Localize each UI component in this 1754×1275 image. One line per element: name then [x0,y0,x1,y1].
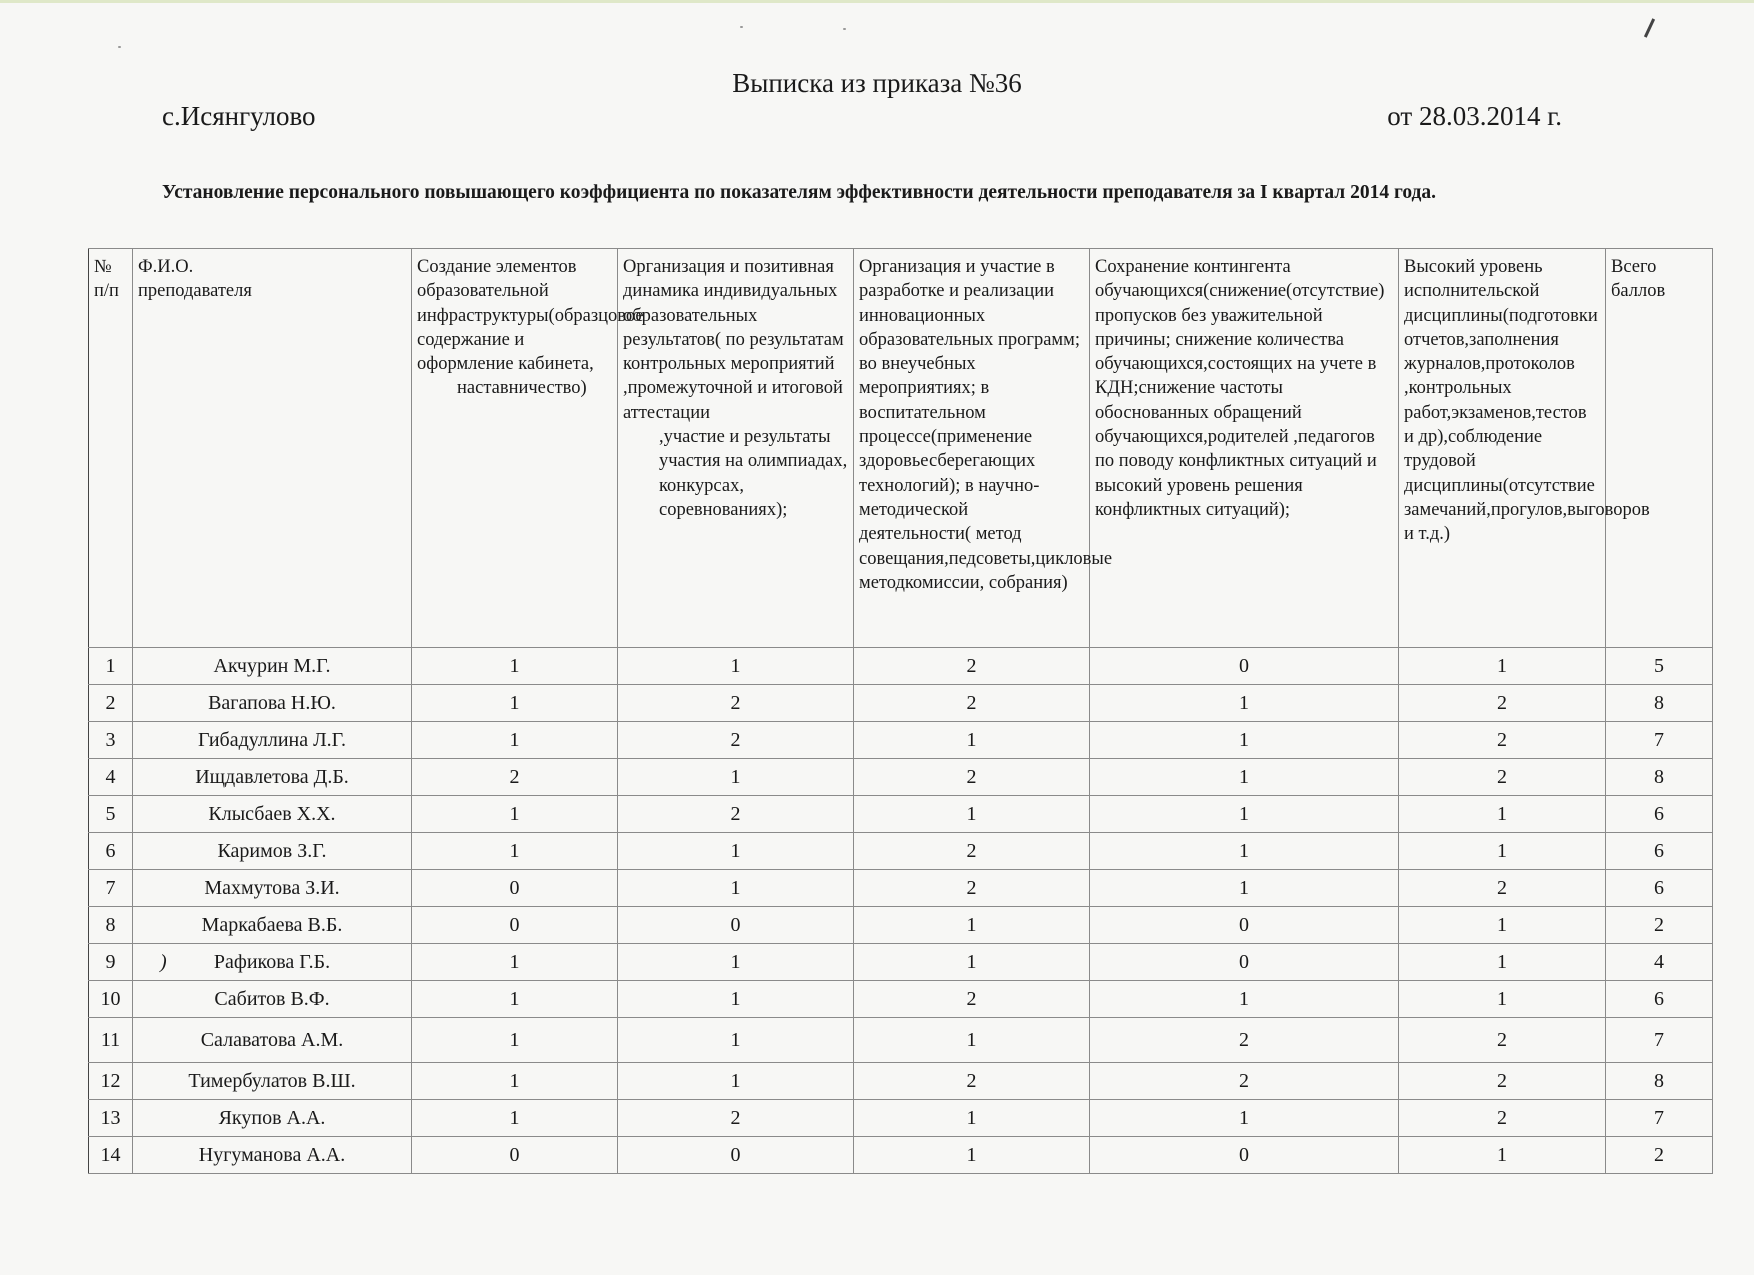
score-criterion-3: 1 [854,1100,1090,1137]
score-criterion-4: 1 [1090,796,1399,833]
teacher-name: Акчурин М.Г. [133,648,412,685]
document-place: с.Исянгулово [162,101,316,131]
score-criterion-5: 2 [1399,759,1606,796]
score-total: 8 [1606,1063,1713,1100]
score-total: 2 [1606,907,1713,944]
score-criterion-2: 1 [618,981,854,1018]
score-criterion-4: 2 [1090,1018,1399,1063]
score-criterion-3: 2 [854,685,1090,722]
table-header-row [89,249,1713,648]
header-number-line1: № [94,257,112,277]
score-criterion-5: 1 [1399,1137,1606,1174]
score-criterion-1: 1 [412,1018,618,1063]
score-criterion-1: 0 [412,907,618,944]
score-criterion-3: 2 [854,981,1090,1018]
score-criterion-5: 1 [1399,796,1606,833]
score-criterion-4: 0 [1090,907,1399,944]
teacher-name: Ищдавлетова Д.Б. [133,759,412,796]
score-criterion-4: 0 [1090,648,1399,685]
header-criterion-4: Сохранение контингента обучающихся(снижение(отсутствие) пропусков без уважительной причины; снижение количества обучающихся,состоящих на учете в КДН;снижение частоты обоснованных обращений обучающихся,родителей ,педагогов по поводу конфликтных ситуаций и высокий уровень решения конфликтных ситуаций); [1090,249,1399,648]
table-row [89,685,1713,722]
table-row [89,722,1713,759]
score-criterion-1: 2 [412,759,618,796]
score-criterion-4: 1 [1090,870,1399,907]
table-row [89,907,1713,944]
table-row [89,648,1713,685]
score-criterion-5: 2 [1399,870,1606,907]
score-total: 6 [1606,870,1713,907]
teacher-name: Каримов З.Г. [133,833,412,870]
header-name-line1: Ф.И.О. [138,257,194,277]
scan-speck [843,28,846,30]
score-criterion-4: 1 [1090,759,1399,796]
score-criterion-3: 1 [854,907,1090,944]
table-row [89,944,1713,981]
score-criterion-1: 1 [412,722,618,759]
row-number: 2 [89,685,133,722]
scan-speck [118,46,121,48]
header-criterion-3: Организация и участие в разработке и реализации инновационных образовательных программ; во внеучебных мероприятиях; в воспитательном процессе(применение здоровьесберегающих технологий); в научно-методической деятельности( метод совещания,педсоветы,цикловые методкомиссии, собрания) [854,249,1090,648]
score-criterion-2: 0 [618,1137,854,1174]
score-criterion-1: 1 [412,685,618,722]
score-criterion-3: 2 [854,1063,1090,1100]
score-criterion-5: 2 [1399,1100,1606,1137]
header-criterion-2-text-cont: ,участие и результаты участия на олимпиадах, конкурсах, соревнованиях); [659,427,848,520]
row-number: 12 [89,1063,133,1100]
score-criterion-2: 2 [618,722,854,759]
score-criterion-4: 1 [1090,685,1399,722]
score-criterion-3: 1 [854,722,1090,759]
score-criterion-5: 1 [1399,907,1606,944]
score-criterion-5: 1 [1399,833,1606,870]
row-number: 6 [89,833,133,870]
table-row [89,981,1713,1018]
table-row [89,1100,1713,1137]
score-criterion-3: 2 [854,833,1090,870]
header-number [89,249,133,648]
score-criterion-4: 0 [1090,944,1399,981]
table-row [89,1137,1713,1174]
score-criterion-4: 1 [1090,1100,1399,1137]
score-criterion-5: 1 [1399,944,1606,981]
teacher-name: Клысбаев Х.Х. [133,796,412,833]
teacher-name: Салаватова А.М. [133,1018,412,1063]
header-criterion-1-text: Создание элементов образовательной инфраструктуры(образцовое содержание и оформление кабинета, [417,257,644,375]
header-name [133,249,412,648]
row-number: 5 [89,796,133,833]
score-total: 4 [1606,944,1713,981]
table-row [89,1018,1713,1063]
header-criterion-1-text-cont: наставничество) [457,378,587,399]
scan-speck [740,26,743,28]
teacher-name: Махмутова З.И. [133,870,412,907]
score-criterion-3: 1 [854,1137,1090,1174]
score-total: 6 [1606,796,1713,833]
document-date: от 28.03.2014 г. [1387,101,1562,131]
score-total: 8 [1606,759,1713,796]
header-criterion-2-text: Организация и позитивная динамика индивидуальных образовательных результатов( по результатам контрольных мероприятий ,промежуточной и итоговой аттестации [623,257,844,423]
teacher-name: Рафикова Г.Б. [133,944,412,981]
teacher-name: Гибадуллина Л.Г. [133,722,412,759]
score-criterion-1: 1 [412,833,618,870]
score-criterion-1: 1 [412,648,618,685]
table-row [89,1063,1713,1100]
table-row [89,870,1713,907]
header-total [1606,249,1713,648]
row-number: 4 [89,759,133,796]
row-number: 13 [89,1100,133,1137]
score-criterion-3: 1 [854,796,1090,833]
header-name-line2: преподавателя [138,281,252,302]
score-criterion-5: 2 [1399,722,1606,759]
score-total: 7 [1606,722,1713,759]
row-number: 10 [89,981,133,1018]
header-criterion-2 [618,249,854,648]
document-subject: Установление персонального повышающего коэффициента по показателям эффективности деятельности преподавателя за I квартал 2014 года. [162,182,1437,203]
handwritten-mark: ) [160,951,167,973]
score-criterion-1: 0 [412,870,618,907]
row-number: 14 [89,1137,133,1174]
score-total: 2 [1606,1137,1713,1174]
teacher-name: Нугуманова А.А. [133,1137,412,1174]
score-criterion-4: 1 [1090,833,1399,870]
header-total-line1: Всего [1611,257,1657,277]
score-criterion-4: 0 [1090,1137,1399,1174]
score-total: 8 [1606,685,1713,722]
teacher-name: Маркабаева В.Б. [133,907,412,944]
row-number: 9 [89,944,133,981]
teacher-name: Сабитов В.Ф. [133,981,412,1018]
score-criterion-2: 0 [618,907,854,944]
score-criterion-4: 1 [1090,981,1399,1018]
score-criterion-2: 1 [618,1018,854,1063]
score-criterion-2: 1 [618,1063,854,1100]
row-number: 1 [89,648,133,685]
score-criterion-5: 2 [1399,685,1606,722]
score-criterion-2: 1 [618,944,854,981]
score-criterion-2: 2 [618,685,854,722]
teacher-name: Якупов А.А. [133,1100,412,1137]
header-total-line2: баллов [1611,281,1666,302]
score-criterion-2: 1 [618,870,854,907]
score-criterion-5: 1 [1399,648,1606,685]
score-criterion-1: 1 [412,981,618,1018]
table-body [89,648,1713,1174]
score-criterion-3: 1 [854,1018,1090,1063]
score-criterion-4: 2 [1090,1063,1399,1100]
row-number: 7 [89,870,133,907]
score-criterion-1: 1 [412,796,618,833]
score-criterion-3: 2 [854,648,1090,685]
row-number: 11 [89,1018,133,1063]
score-criterion-5: 2 [1399,1063,1606,1100]
score-criterion-1: 1 [412,1063,618,1100]
table-row [89,796,1713,833]
teacher-name: Тимербулатов В.Ш. [133,1063,412,1100]
score-criterion-2: 2 [618,796,854,833]
header-criterion-1 [412,249,644,648]
score-criterion-4: 1 [1090,722,1399,759]
score-criterion-3: 2 [854,759,1090,796]
score-criterion-2: 1 [618,833,854,870]
teacher-name: Вагапова Н.Ю. [133,685,412,722]
score-criterion-5: 1 [1399,981,1606,1018]
row-number: 3 [89,722,133,759]
coefficient-table [88,248,1713,1174]
score-criterion-2: 1 [618,759,854,796]
document-title: Выписка из приказа №36 [732,68,1022,98]
header-number-line2: п/п [94,281,119,302]
header-criterion-5: Высокий уровень исполнительской дисциплины(подготовки отчетов,заполнения журналов,протоколов ,контрольных работ,экзаменов,тестов и др),соблюдение трудовой дисциплины(отсутствие замечаний,прогулов,выговоров и т.д.) [1399,249,1606,648]
score-criterion-3: 1 [854,944,1090,981]
score-criterion-2: 1 [618,648,854,685]
row-number: 8 [89,907,133,944]
score-total: 7 [1606,1100,1713,1137]
score-total: 5 [1606,648,1713,685]
score-total: 6 [1606,981,1713,1018]
score-criterion-3: 2 [854,870,1090,907]
score-criterion-2: 2 [618,1100,854,1137]
score-criterion-1: 1 [412,944,618,981]
table-row [89,759,1713,796]
score-total: 7 [1606,1018,1713,1063]
pen-mark [1644,18,1655,37]
score-total: 6 [1606,833,1713,870]
scan-edge [0,0,1754,3]
table-row [89,833,1713,870]
score-criterion-1: 0 [412,1137,618,1174]
score-criterion-5: 2 [1399,1018,1606,1063]
score-criterion-1: 1 [412,1100,618,1137]
